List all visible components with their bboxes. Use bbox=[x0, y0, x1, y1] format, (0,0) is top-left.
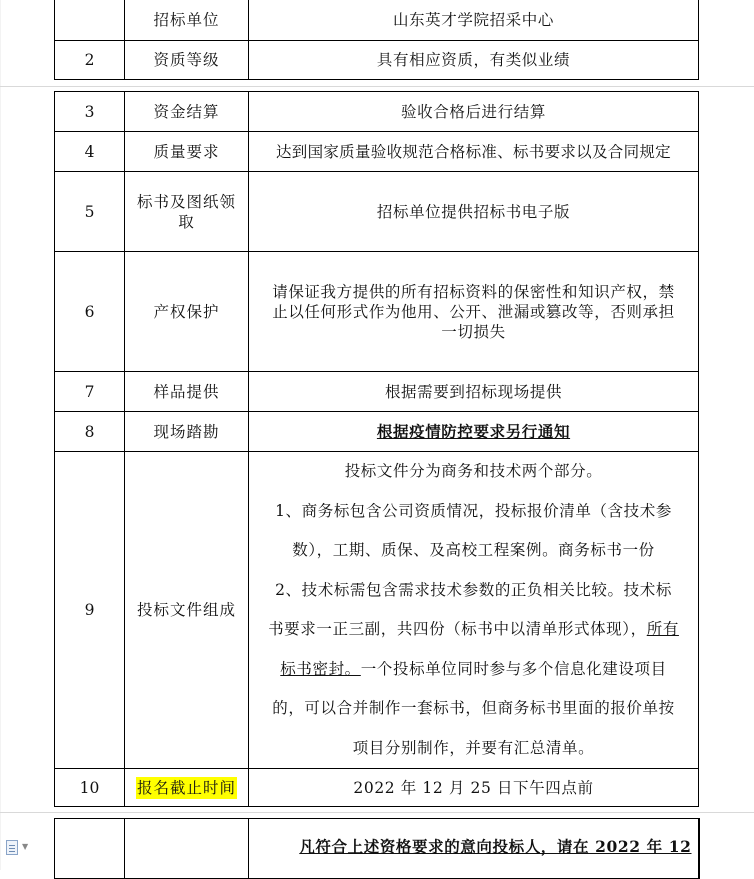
left-margin bbox=[0, 0, 1, 870]
row-label bbox=[125, 769, 249, 807]
content-line: 止以任何形式作为他用、公开、泄漏或篡改等，否则承担 bbox=[272, 302, 675, 321]
table-row bbox=[55, 452, 699, 769]
page-break bbox=[0, 86, 754, 87]
content-line bbox=[255, 650, 692, 690]
row-label: 样品提供 bbox=[125, 372, 249, 412]
row-number: 9 bbox=[55, 452, 125, 769]
content-text: 一个投标单位同时参与多个信息化建设项目 bbox=[360, 659, 667, 678]
table-row bbox=[55, 132, 699, 172]
row-content: 2022 年 12 月 25 日下午四点前 bbox=[249, 769, 699, 807]
chevron-down-icon[interactable]: ▼ bbox=[22, 842, 29, 851]
underlined-text: 所有 bbox=[646, 620, 679, 638]
table-row bbox=[55, 252, 699, 372]
document-icon[interactable] bbox=[6, 840, 18, 855]
table-row bbox=[55, 92, 699, 132]
row-number: 2 bbox=[55, 41, 125, 80]
content-line: 一切损失 bbox=[441, 322, 506, 341]
content-line: 的，可以合并制作一套标书，但商务标书里面的报价单按 bbox=[272, 699, 675, 717]
row-label: 资质等级 bbox=[125, 41, 249, 80]
row-content bbox=[249, 252, 699, 372]
content-line: 1、商务标包含公司资质情况，投标报价清单（含技术参 bbox=[275, 501, 672, 520]
content-line: 请保证我方提供的所有招标资料的保密性和知识产权，禁 bbox=[272, 282, 675, 301]
content-line: 数），工期、质保、及高校工程案例。商务标书一份 bbox=[292, 541, 655, 559]
highlighted-label: 报名截止时间 bbox=[136, 778, 236, 797]
row-label bbox=[125, 172, 249, 252]
notice-text: 根据疫情防控要求另行通知 bbox=[376, 421, 571, 441]
row-content: 验收合格后进行结算 bbox=[249, 92, 699, 132]
row-number bbox=[55, 0, 125, 41]
table-row bbox=[55, 412, 699, 452]
table-top-fragment bbox=[54, 0, 699, 80]
notice-text: 凡符合上述资格要求的意向投标人，请在 2022 年 12 bbox=[299, 837, 692, 856]
row-content: 山东英才学院招采中心 bbox=[249, 0, 699, 41]
content-line: 项目分别制作，并要有汇总清单。 bbox=[352, 738, 595, 757]
row-content: 具有相应资质，有类似业绩 bbox=[249, 41, 699, 80]
row-content bbox=[249, 452, 699, 769]
row-label: 产权保护 bbox=[125, 252, 249, 372]
row-number: 4 bbox=[55, 132, 125, 172]
row-label: 质量要求 bbox=[125, 132, 249, 172]
row-number: 10 bbox=[55, 769, 125, 807]
underlined-text: 标书密封。 bbox=[280, 659, 361, 678]
row-number: 6 bbox=[55, 252, 125, 372]
row-label: 资金结算 bbox=[125, 92, 249, 132]
row-label: 投标文件组成 bbox=[125, 452, 249, 769]
row-label: 现场踏勘 bbox=[125, 412, 249, 452]
content-text: 书要求一正三副，共四份（标书中以清单形式体现）， bbox=[268, 620, 647, 638]
row-number: 5 bbox=[55, 172, 125, 252]
row-content: 招标单位提供招标书电子版 bbox=[249, 172, 699, 252]
table-row bbox=[55, 41, 699, 80]
row-number: 3 bbox=[55, 92, 125, 132]
row-content: 根据需要到招标现场提供 bbox=[249, 372, 699, 412]
table-row bbox=[55, 172, 699, 252]
table-row bbox=[55, 0, 699, 41]
page-break bbox=[0, 812, 754, 813]
row-label: 招标单位 bbox=[125, 0, 249, 41]
row-content: 达到国家质量验收规范合格标准、标书要求以及合同规定 bbox=[249, 132, 699, 172]
table-row bbox=[55, 372, 699, 412]
table-row bbox=[55, 769, 699, 807]
row-label-line: 标书及图纸领 bbox=[136, 192, 236, 211]
content-line bbox=[255, 610, 692, 650]
row-content bbox=[249, 412, 699, 452]
content-line: 2、技术标需包含需求技术参数的正负相关比较。技术标 bbox=[275, 580, 672, 599]
row-number: 7 bbox=[55, 372, 125, 412]
content-line: 投标文件分为商务和技术两个部分。 bbox=[344, 462, 603, 480]
table-main bbox=[54, 91, 699, 807]
row-label-line: 取 bbox=[178, 212, 195, 231]
row-number: 8 bbox=[55, 412, 125, 452]
